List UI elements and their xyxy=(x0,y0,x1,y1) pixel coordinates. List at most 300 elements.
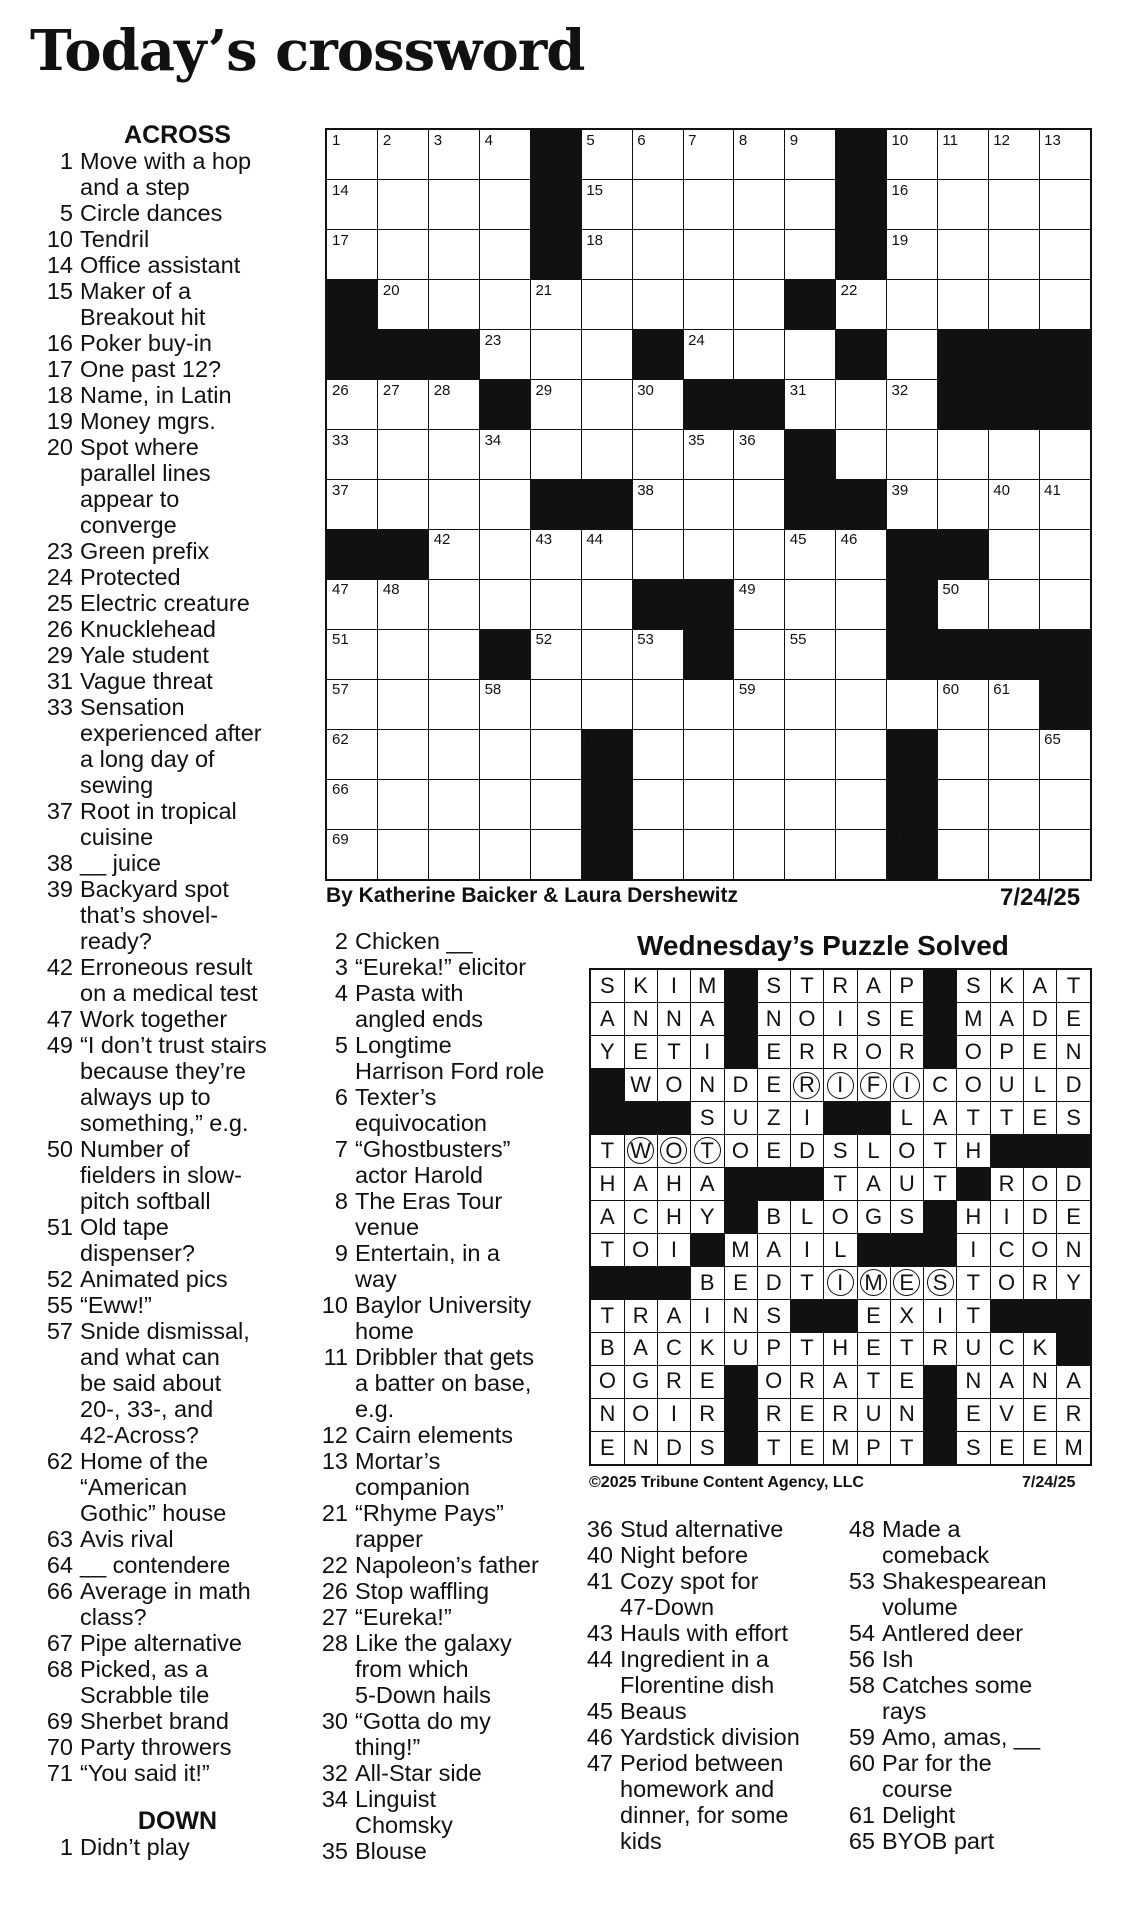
grid-cell[interactable] xyxy=(530,430,581,480)
solution-cell xyxy=(691,1135,725,1168)
grid-cell[interactable] xyxy=(632,529,683,579)
grid-cell[interactable] xyxy=(734,480,785,530)
clue-number: 65 xyxy=(848,1828,875,1854)
grid-cell[interactable] xyxy=(836,679,887,729)
solution-cell xyxy=(791,1332,825,1365)
grid-cell[interactable] xyxy=(327,779,378,829)
grid-cell[interactable] xyxy=(887,130,938,180)
grid-cell[interactable] xyxy=(530,729,581,779)
grid-cell[interactable] xyxy=(632,480,683,530)
grid-cell[interactable] xyxy=(530,579,581,629)
grid-cell[interactable] xyxy=(836,629,887,679)
grid-cell[interactable] xyxy=(683,529,734,579)
grid-cell[interactable] xyxy=(480,230,531,280)
grid-cell[interactable] xyxy=(429,579,480,629)
solution-letter: R xyxy=(765,1401,782,1427)
solution-black-square xyxy=(791,1299,825,1332)
grid-cell[interactable] xyxy=(734,330,785,380)
solution-black-square xyxy=(724,1201,758,1234)
grid-cell[interactable] xyxy=(581,180,632,230)
solution-letter: E xyxy=(799,1434,815,1460)
grid-cell[interactable] xyxy=(429,729,480,779)
grid-cell[interactable] xyxy=(683,230,734,280)
grid-cell[interactable] xyxy=(785,529,836,579)
grid-cell[interactable] xyxy=(581,130,632,180)
solution-cell xyxy=(890,1102,924,1135)
grid-cell[interactable] xyxy=(581,230,632,280)
solution-cell xyxy=(757,1365,791,1398)
grid-cell[interactable] xyxy=(378,430,429,480)
clue-number: 43 xyxy=(586,1620,613,1646)
grid-cell[interactable] xyxy=(785,230,836,280)
grid-cell[interactable] xyxy=(734,529,785,579)
grid-cell[interactable] xyxy=(836,529,887,579)
black-square xyxy=(632,330,683,380)
grid-cell[interactable] xyxy=(683,130,734,180)
grid-cell[interactable] xyxy=(683,480,734,530)
grid-cell[interactable] xyxy=(683,679,734,729)
solution-letter: E xyxy=(699,1368,715,1394)
clue-number: 26 xyxy=(321,1578,348,1604)
grid-cell[interactable] xyxy=(937,729,988,779)
grid-cell[interactable] xyxy=(327,380,378,430)
grid-cell[interactable] xyxy=(530,779,581,829)
grid-cell[interactable] xyxy=(581,679,632,729)
solution-cell xyxy=(957,1332,991,1365)
grid-cell[interactable] xyxy=(429,529,480,579)
solution-letter: R xyxy=(932,1335,948,1361)
solution-cell xyxy=(924,1332,958,1365)
grid-cell[interactable] xyxy=(937,430,988,480)
grid-cell[interactable] xyxy=(988,579,1039,629)
grid-cell[interactable] xyxy=(785,629,836,679)
black-square xyxy=(581,480,632,530)
clue-text: “Rhyme Pays” rapper xyxy=(355,1500,504,1552)
grid-cell[interactable] xyxy=(581,629,632,679)
grid-cell[interactable] xyxy=(480,130,531,180)
down-clue-column xyxy=(842,1516,1102,1854)
solution-letter: T xyxy=(966,1269,981,1295)
grid-cell[interactable] xyxy=(785,130,836,180)
copyright: ©2025 Tribune Content Agency, LLC xyxy=(589,1474,864,1491)
grid-cell[interactable] xyxy=(327,180,378,230)
grid-cell[interactable] xyxy=(429,829,480,879)
grid-cell[interactable] xyxy=(327,230,378,280)
clue-text: Erroneous result on a medical test xyxy=(80,954,258,1006)
grid-cell[interactable] xyxy=(836,829,887,879)
grid-cell[interactable] xyxy=(887,380,938,430)
solution-black-square xyxy=(924,1201,958,1234)
grid-cell[interactable] xyxy=(581,280,632,330)
grid-cell[interactable] xyxy=(937,480,988,530)
grid-cell[interactable] xyxy=(836,579,887,629)
grid-cell[interactable] xyxy=(429,679,480,729)
clue-text: Money mgrs. xyxy=(80,408,216,434)
grid-cell[interactable] xyxy=(988,829,1039,879)
grid-cell[interactable] xyxy=(683,280,734,330)
grid-cell[interactable] xyxy=(836,729,887,779)
clue xyxy=(40,1578,315,1630)
grid-cell[interactable] xyxy=(988,729,1039,779)
grid-cell[interactable] xyxy=(480,330,531,380)
clue-number: 68 xyxy=(46,1656,73,1682)
clue-text: Yale student xyxy=(80,642,209,668)
grid-cell[interactable] xyxy=(785,679,836,729)
grid-cell[interactable] xyxy=(378,480,429,530)
grid-cell[interactable] xyxy=(734,280,785,330)
solution-letter: P xyxy=(899,973,915,999)
grid-cell[interactable] xyxy=(683,180,734,230)
solution-letter: E xyxy=(965,1401,981,1427)
grid-cell[interactable] xyxy=(327,430,378,480)
grid-cell[interactable] xyxy=(480,430,531,480)
grid-cell[interactable] xyxy=(632,629,683,679)
grid-cell[interactable] xyxy=(632,679,683,729)
grid-cell[interactable] xyxy=(530,629,581,679)
grid-cell[interactable] xyxy=(988,679,1039,729)
grid-cell[interactable] xyxy=(937,579,988,629)
grid-cell[interactable] xyxy=(988,280,1039,330)
clue xyxy=(315,1838,585,1864)
solution-letter: I xyxy=(936,1302,944,1328)
grid-cell[interactable] xyxy=(378,729,429,779)
solution-letter: R xyxy=(632,1302,649,1328)
solution-letter: E xyxy=(1032,1104,1048,1130)
grid-cell[interactable] xyxy=(734,779,785,829)
grid-cell[interactable] xyxy=(937,130,988,180)
solution-letter: E xyxy=(633,1039,648,1065)
grid-cell[interactable] xyxy=(937,230,988,280)
solution-cell xyxy=(757,970,791,1003)
solution-letter: A xyxy=(600,1006,615,1032)
clue xyxy=(40,590,315,616)
grid-cell[interactable] xyxy=(734,579,785,629)
grid-cell[interactable] xyxy=(734,230,785,280)
grid-cell[interactable] xyxy=(480,480,531,530)
grid-cell[interactable] xyxy=(887,180,938,230)
solution-letter: O xyxy=(1031,1236,1049,1262)
crossword-grid[interactable] xyxy=(325,128,1092,881)
solution-cell xyxy=(658,1036,692,1069)
grid-cell[interactable] xyxy=(378,579,429,629)
clue-text: “Gotta do my thing!” xyxy=(355,1708,491,1760)
solution-cell xyxy=(957,1431,991,1464)
cell-number: 50 xyxy=(942,581,960,599)
grid-cell[interactable] xyxy=(734,679,785,729)
grid-cell[interactable] xyxy=(327,480,378,530)
grid-cell[interactable] xyxy=(887,480,938,530)
grid-cell[interactable] xyxy=(327,829,378,879)
grid-cell[interactable] xyxy=(988,230,1039,280)
grid-cell[interactable] xyxy=(734,729,785,779)
black-square xyxy=(683,579,734,629)
solution-letter: I xyxy=(827,1072,854,1099)
cell-number: 71 xyxy=(891,831,909,849)
solution-letter: E xyxy=(799,1401,815,1427)
grid-cell[interactable] xyxy=(632,130,683,180)
clue-number: 70 xyxy=(46,1734,73,1760)
grid-cell[interactable] xyxy=(429,280,480,330)
solution-cell xyxy=(591,1168,625,1201)
grid-cell[interactable] xyxy=(785,729,836,779)
cell-number: 61 xyxy=(993,681,1010,699)
clue-text: Blouse xyxy=(355,1838,427,1864)
solution-letter: A xyxy=(1032,973,1048,999)
clue-number: 69 xyxy=(46,1708,73,1734)
grid-cell[interactable] xyxy=(378,130,429,180)
grid-cell[interactable] xyxy=(632,380,683,430)
grid-cell[interactable] xyxy=(632,430,683,480)
grid-cell[interactable] xyxy=(988,779,1039,829)
solution-cell xyxy=(824,1233,858,1266)
grid-cell[interactable] xyxy=(632,230,683,280)
grid-cell[interactable] xyxy=(480,529,531,579)
solution-letter: T xyxy=(600,1302,615,1328)
black-square xyxy=(327,330,378,380)
cell-number: 60 xyxy=(942,681,960,699)
grid-cell[interactable] xyxy=(1039,230,1090,280)
grid-cell[interactable] xyxy=(836,280,887,330)
grid-cell[interactable] xyxy=(988,480,1039,530)
grid-cell[interactable] xyxy=(581,380,632,430)
clue xyxy=(40,1032,315,1136)
solution-letter: T xyxy=(694,1137,721,1164)
solution-cell xyxy=(1023,1266,1057,1299)
grid-cell[interactable] xyxy=(530,679,581,729)
grid-cell[interactable] xyxy=(378,380,429,430)
grid-cell[interactable] xyxy=(1039,729,1090,779)
solution-grid xyxy=(589,968,1092,1466)
grid-cell[interactable] xyxy=(683,779,734,829)
solution-letter: N xyxy=(765,1006,782,1032)
solution-black-square xyxy=(591,1266,625,1299)
clue xyxy=(315,980,585,1032)
grid-cell[interactable] xyxy=(988,430,1039,480)
grid-cell[interactable] xyxy=(378,829,429,879)
cell-number: 31 xyxy=(789,381,807,399)
black-square xyxy=(378,529,429,579)
solution-cell xyxy=(691,1431,725,1464)
grid-cell[interactable] xyxy=(887,430,938,480)
solution-cell xyxy=(624,1365,658,1398)
grid-cell[interactable] xyxy=(683,430,734,480)
grid-cell[interactable] xyxy=(683,729,734,779)
grid-cell[interactable] xyxy=(378,230,429,280)
grid-cell[interactable] xyxy=(429,380,480,430)
solution-letter: U xyxy=(732,1335,749,1361)
grid-cell[interactable] xyxy=(1039,480,1090,530)
grid-cell[interactable] xyxy=(429,480,480,530)
grid-cell[interactable] xyxy=(937,829,988,879)
grid-cell[interactable] xyxy=(327,629,378,679)
solution-letter: O xyxy=(898,1137,916,1163)
grid-cell[interactable] xyxy=(327,679,378,729)
solution-cell xyxy=(658,1201,692,1234)
solution-letter: B xyxy=(600,1335,615,1361)
grid-cell[interactable] xyxy=(1039,779,1090,829)
solution-cell xyxy=(1057,1168,1091,1201)
solution-letter: D xyxy=(1031,1006,1048,1032)
grid-cell[interactable] xyxy=(785,330,836,380)
cell-number: 44 xyxy=(586,531,604,549)
grid-cell[interactable] xyxy=(937,180,988,230)
grid-cell[interactable] xyxy=(480,579,531,629)
grid-cell[interactable] xyxy=(1039,280,1090,330)
grid-cell[interactable] xyxy=(836,779,887,829)
grid-cell[interactable] xyxy=(429,230,480,280)
grid-cell[interactable] xyxy=(988,180,1039,230)
grid-cell[interactable] xyxy=(480,829,531,879)
clue-number: 60 xyxy=(848,1750,875,1776)
grid-cell[interactable] xyxy=(785,829,836,879)
solution-letter: U xyxy=(865,1401,882,1427)
grid-cell[interactable] xyxy=(785,380,836,430)
grid-cell[interactable] xyxy=(429,430,480,480)
grid-cell[interactable] xyxy=(887,679,938,729)
grid-cell[interactable] xyxy=(683,330,734,380)
grid-cell[interactable] xyxy=(480,180,531,230)
grid-cell[interactable] xyxy=(378,180,429,230)
grid-cell[interactable] xyxy=(581,529,632,579)
grid-cell[interactable] xyxy=(581,579,632,629)
clue xyxy=(315,1630,585,1708)
grid-cell[interactable] xyxy=(530,330,581,380)
solution-letter: W xyxy=(627,1137,654,1164)
grid-cell[interactable] xyxy=(887,330,938,380)
solution-letter: G xyxy=(864,1203,883,1229)
grid-cell[interactable] xyxy=(734,430,785,480)
grid-cell[interactable] xyxy=(937,679,988,729)
clue-number: 34 xyxy=(321,1786,348,1812)
grid-cell[interactable] xyxy=(581,430,632,480)
cell-number: 8 xyxy=(738,132,748,149)
grid-cell[interactable] xyxy=(1039,829,1090,879)
grid-cell[interactable] xyxy=(683,829,734,879)
grid-cell[interactable] xyxy=(429,629,480,679)
solution-letter: Y xyxy=(699,1203,715,1229)
solution-cell xyxy=(990,1431,1024,1464)
grid-cell[interactable] xyxy=(937,779,988,829)
solution-letter: L xyxy=(1033,1072,1046,1097)
grid-cell[interactable] xyxy=(1039,180,1090,230)
clue xyxy=(40,668,315,694)
clue-text: Stop waffling xyxy=(355,1578,490,1604)
solution-cell xyxy=(957,970,991,1003)
grid-cell[interactable] xyxy=(887,280,938,330)
black-square xyxy=(683,629,734,679)
grid-cell[interactable] xyxy=(734,180,785,230)
grid-cell[interactable] xyxy=(327,579,378,629)
grid-cell[interactable] xyxy=(530,529,581,579)
clue-number: 5 xyxy=(334,1032,348,1058)
solution-letter: O xyxy=(665,1072,683,1097)
clue-number: 46 xyxy=(586,1724,613,1750)
grid-cell[interactable] xyxy=(327,130,378,180)
grid-cell[interactable] xyxy=(988,130,1039,180)
clue-number: 14 xyxy=(46,252,73,278)
solution-letter: X xyxy=(899,1302,915,1328)
grid-cell[interactable] xyxy=(836,430,887,480)
solution-cell xyxy=(924,1069,958,1102)
solution-letter: N xyxy=(632,1006,649,1032)
clue-number: 6 xyxy=(334,1084,348,1110)
puzzle-date: 7/24/25 xyxy=(1000,884,1081,911)
grid-cell[interactable] xyxy=(785,180,836,230)
solution-cell xyxy=(624,1036,658,1069)
grid-cell[interactable] xyxy=(988,529,1039,579)
grid-cell[interactable] xyxy=(480,779,531,829)
solution-cell xyxy=(624,1398,658,1431)
grid-cell[interactable] xyxy=(1039,130,1090,180)
clue xyxy=(315,1604,585,1630)
grid-cell[interactable] xyxy=(937,280,988,330)
solution-cell xyxy=(924,1299,958,1332)
solution-cell xyxy=(1057,1233,1091,1266)
solution-letter: I xyxy=(970,1236,977,1262)
grid-cell[interactable] xyxy=(785,579,836,629)
grid-cell[interactable] xyxy=(530,380,581,430)
grid-cell[interactable] xyxy=(1039,430,1090,480)
grid-cell[interactable] xyxy=(378,679,429,729)
clue-number: 53 xyxy=(848,1568,875,1594)
grid-cell[interactable] xyxy=(480,280,531,330)
clue xyxy=(315,1344,585,1422)
solution-cell xyxy=(990,1003,1024,1036)
grid-cell[interactable] xyxy=(734,130,785,180)
grid-cell[interactable] xyxy=(632,280,683,330)
black-square xyxy=(327,280,378,330)
solution-cell xyxy=(591,1398,625,1431)
grid-cell[interactable] xyxy=(1039,579,1090,629)
grid-cell[interactable] xyxy=(480,679,531,729)
grid-cell[interactable] xyxy=(429,130,480,180)
solution-cell xyxy=(1023,1168,1057,1201)
grid-cell[interactable] xyxy=(632,779,683,829)
grid-cell[interactable] xyxy=(632,180,683,230)
grid-cell[interactable] xyxy=(480,729,531,779)
grid-cell[interactable] xyxy=(581,330,632,380)
grid-cell[interactable] xyxy=(327,729,378,779)
grid-cell[interactable] xyxy=(785,779,836,829)
grid-cell[interactable] xyxy=(429,779,480,829)
solution-letter: P xyxy=(999,1039,1014,1065)
grid-cell[interactable] xyxy=(378,280,429,330)
grid-cell[interactable] xyxy=(734,829,785,879)
grid-cell[interactable] xyxy=(1039,529,1090,579)
solution-cell xyxy=(691,1365,725,1398)
clue-text: Old tape dispenser? xyxy=(80,1214,195,1266)
solution-letter: N xyxy=(732,1302,749,1328)
solution-black-square xyxy=(924,1398,958,1431)
grid-cell[interactable] xyxy=(429,180,480,230)
cell-number: 58 xyxy=(484,681,502,699)
grid-cell[interactable] xyxy=(887,230,938,280)
grid-cell[interactable] xyxy=(836,380,887,430)
grid-cell[interactable] xyxy=(530,829,581,879)
grid-cell[interactable] xyxy=(530,280,581,330)
solution-black-square xyxy=(1023,1135,1057,1168)
grid-cell[interactable] xyxy=(632,729,683,779)
grid-cell[interactable] xyxy=(734,629,785,679)
grid-cell[interactable] xyxy=(378,779,429,829)
clue-text: Hauls with effort xyxy=(620,1620,789,1646)
solution-cell xyxy=(1023,1003,1057,1036)
clue xyxy=(315,1422,585,1448)
grid-cell[interactable] xyxy=(632,829,683,879)
clue xyxy=(40,1318,315,1448)
grid-cell[interactable] xyxy=(378,629,429,679)
solution-cell xyxy=(757,1398,791,1431)
